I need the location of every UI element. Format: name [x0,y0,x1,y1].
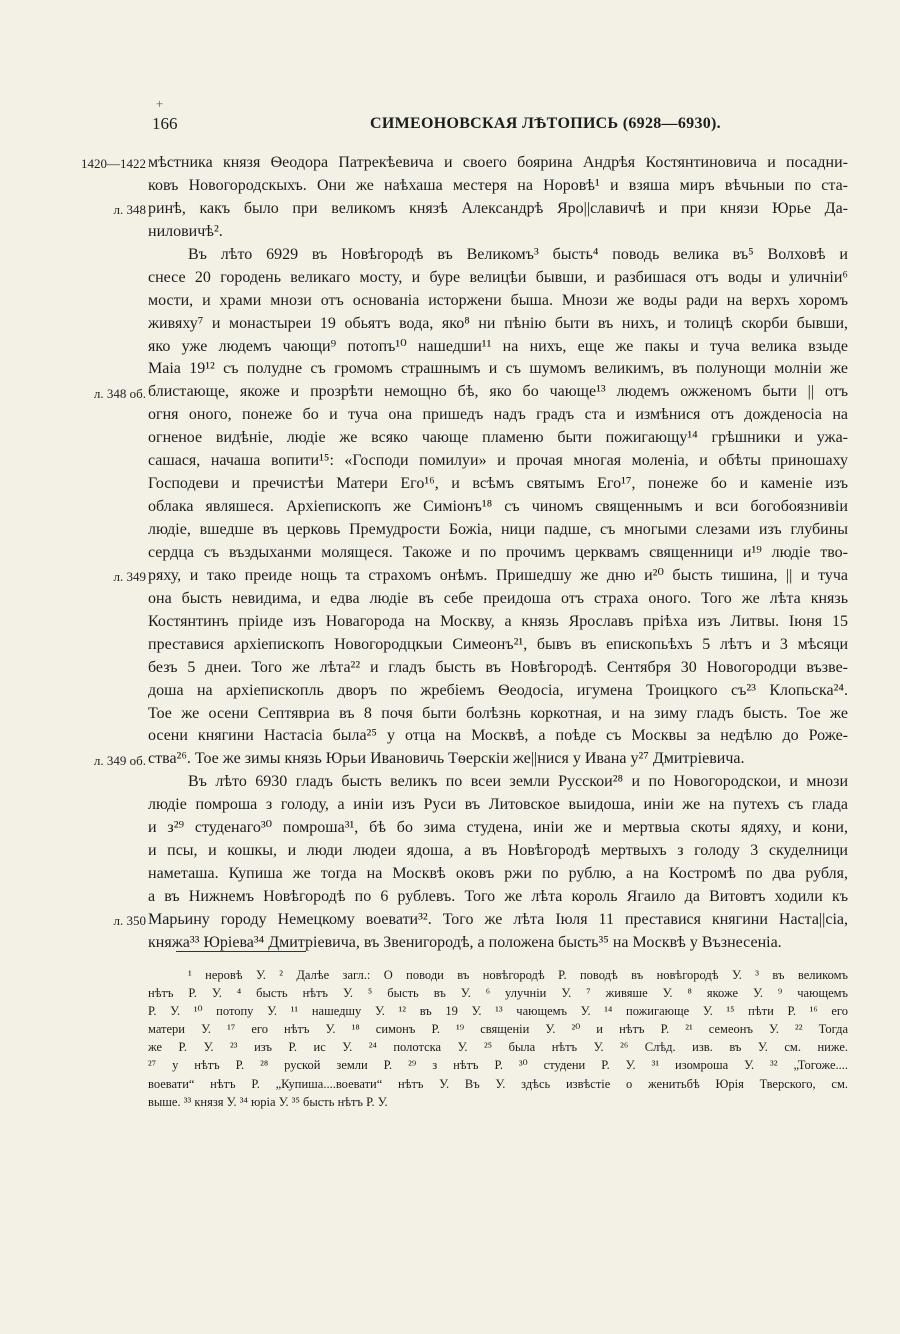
text-line: наметаша. Купиша же тогда на Москвѣ оковъ ржи по рублю, а на Костромѣ по два рубля, [148,865,848,883]
footnote-divider [176,951,306,952]
text-line: людiе помроша з голоду, а инiи изъ Руси въ Литовское выидоша, инiи же на путехъ съ глада [148,796,848,814]
text-line: огненое видѣнiе, людiе же всяко чающе пламеню быти пожигающу¹⁴ грѣшники и ужа- [148,429,848,447]
main-text [148,152,848,955]
text-line: ниловичѣ². [148,222,223,240]
running-title: СИМЕОНОВСКАЯ ЛѢТОПИСЬ (6928—6930). [370,115,721,132]
margin-note: л. 349 об. [93,752,146,768]
text-line: Въ лѣто 6929 въ Новѣгородѣ въ Великомъ³ бысть⁴ поводь велика въ⁵ Волховѣ и [188,245,848,263]
text-line: ства²⁶. Тое же зимы князь Юрьи Ивановичь Тѳерскiи же||нися у Ивана у²⁷ Дмитрiевича. [148,750,745,768]
text-line: и псы, и кошкы, и люди людеи ядоша, а въ Новѣгородѣ мертвыхъ з голоду 3 скуделници [148,842,848,860]
text-line: княжа³³ Юрiева³⁴ Дмитрiевича, въ Звенигородѣ, а положена бысть³⁵ на Москвѣ у Възнесенiа. [148,933,782,951]
text-line: ринѣ, какъ было при великомъ князѣ Александрѣ Яро||славичѣ и при князи Юрье Да- [148,199,848,217]
text-line: ряху, и тако преиде нощь та страхомъ онѣмъ. Пришедшу же дню и²⁰ бысть тишина, || и туча [148,566,848,584]
text-line: людiе, вшедше въ церковь Премудрости Божiа, ници падше, съ многыми слезами изъ глубины [148,521,848,538]
text-line: блистающе, якоже и прозрѣти немощно бѣ, яко бо чающе¹³ людемъ ожженомъ быти || отъ [148,383,848,401]
text-line: Тое же осени Септявриа въ 8 почя быти болѣзнь коркотная, и на зиму гладъ бысть. Тое же [148,704,848,722]
text-line: живяху⁷ и монастыреи 19 обьятъ вода, яко⁸ ни пѣнiю быти въ нихъ, и толицѣ скорби бывши, [148,314,848,332]
footnote-line: же Р. У. ²³ изъ Р. ис У. ²⁴ полотска У. ²⁵ была нѣтъ У. ²⁶ Слѣд. изв. въ У. см. ниже. [148,1040,848,1055]
text-line: Костянтинъ прiиде изъ Новагорода на Москву, а князь Ярославъ прiѣха изъ Литвы. Iюня 15 [148,612,848,630]
text-line: ковъ Новогородскыхъ. Они же наѣхаша местеря на Норовѣ¹ и взяша миръ вѣчьныи по ста- [148,176,848,194]
text-line: яко уже людемъ чающи⁹ потопъ¹⁰ нашедши¹¹ на нихъ, еще же пакы и туча велика взыде [148,337,848,355]
text-line: облака являшеся. Архiепископъ же Симiонъ¹⁸ съ чиномъ священнымъ и вси богобоязнивiи [148,498,848,516]
footnote-line: ²⁷ у нѣтъ Р. ²⁸ руской земли Р. ²⁹ з нѣтъ Р. ³⁰ студени Р. У. ³¹ изомроша У. ³² „Тогоже.... [148,1058,848,1073]
text-line: мѣстника князя Ѳеодора Патрекѣевича и своего боярина Андрѣя Костянтиновича и посадни- [148,154,848,171]
footnote-line: нѣтъ Р. У. ⁴ бысть нѣтъ У. ⁵ бысть въ У. ⁶ улучнiи У. ⁷ живяше У. ⁸ якоже У. ⁹ чающемъ [148,986,848,1001]
footnote-line: Р. У. ¹⁰ потопу У. ¹¹ нашедшу У. ¹² въ 19 У. ¹³ чающемъ У. ¹⁴ пожигающе У. ¹⁵ пѣти Р. ¹⁶ его [148,1004,848,1019]
text-line: она бысть невидима, и едва людiе въ себе преидоша отъ страха оного. Того же лѣта князь [148,589,848,607]
margin-note: л. 350 [113,913,146,929]
footnote-line: воевати“ нѣтъ Р. „Купиша....воевати“ нѣтъ У. Въ У. здѣсь извѣстiе о женитьбѣ Юрiя Тверского, см. [148,1076,848,1091]
text-line: преставися архiепископъ Новогородцкыи Симеонъ²¹, бывъ въ епископьѣхъ 5 лѣтъ и 3 мѣсяци [148,635,848,653]
margin-note: 1420—1422 [81,156,146,171]
text-line: Въ лѣто 6930 гладъ бысть великъ по всеи земли Русскои²⁸ и по Новогородскои, и мнози [188,773,848,791]
page-number: 166 [152,114,178,133]
margin-note: л. 348 об. [93,385,146,401]
margin-note: л. 349 [113,569,146,585]
text-line: снесе 20 городень великаго мосту, и буре велицѣи бывши, и разбишася отъ воды и уличнiи⁶ [148,268,848,286]
text-line: сердца съ въздыханми молящеся. Такоже и по прочимъ церквамъ священници и¹⁹ людiе тво- [148,543,848,561]
footnote-line: матери У. ¹⁷ его нѣтъ У. ¹⁸ симонъ Р. ¹⁹ священiи У. ²⁰ и нѣтъ Р. ²¹ семеонъ У. ²² Тогда [148,1022,848,1037]
text-line: а въ Нижнемъ Новѣгородѣ по 6 рублевъ. Того же лѣта король Ягаило да Витовтъ ходили къ [148,888,848,905]
margin-note: л. 348 [113,201,146,217]
text-line: Маiа 19¹² съ полудне съ громомъ страшнымъ и съ шумомъ великимъ, въ полунощи молнiи же [148,360,848,378]
text-line: доша на архiепископль дворъ по жребiемъ Ѳеодосiа, игумена Троицкого съ²³ Клопьска²⁴. [148,681,848,699]
text-line: сашася, начаша вопити¹⁵: «Господи помилуи» и прочая многая моленiа, и обѣты приношаху [148,452,848,470]
text-line: и з²⁹ студенаго³⁰ помроша³¹, бѣ бо зима студена, инiи же и мертвыа скоты ядяху, и кони, [148,819,848,837]
text-line: огня оного, понеже бо и туча она пришедъ надъ градъ ста и измѣнися отъ дожденосiа на [148,406,848,424]
text-line: Господеви и пречистѣи Матери Его¹⁶, и всѣмъ святымъ Его¹⁷, понеже бо и каменiе изъ [148,475,848,493]
footnote-line: выше. ³³ князя У. ³⁴ юрiа У. ³⁵ бысть нѣтъ Р. У. [148,1094,388,1109]
running-header [148,114,848,138]
text-line: осени княгини Настасiа была²⁵ у отца на Москвѣ, а поѣде съ Москвы за недѣлю до Роже- [148,727,848,745]
footnote-line: ¹ неровѣ У. ² Далѣе загл.: О поводи въ новѣгородѣ Р. поводѣ въ новѣгородѣ У. ³ въ великомъ [188,968,848,982]
text-line: мости, и храми мнози отъ основанiа исторжени быша. Мнози же воды ради на верхъ хоромъ [148,291,848,309]
text-line: Марьину городу Немецкому воевати³². Того же лѣта Iюля 11 преставися княгини Наста||сiа, [148,910,848,928]
registration-mark: + [156,96,164,111]
footnotes [148,966,848,1111]
text-line: безъ 5 днеи. Того же лѣта²² и гладъ бысть въ Новѣгородѣ. Сентября 30 Новогородци възве- [148,658,848,676]
